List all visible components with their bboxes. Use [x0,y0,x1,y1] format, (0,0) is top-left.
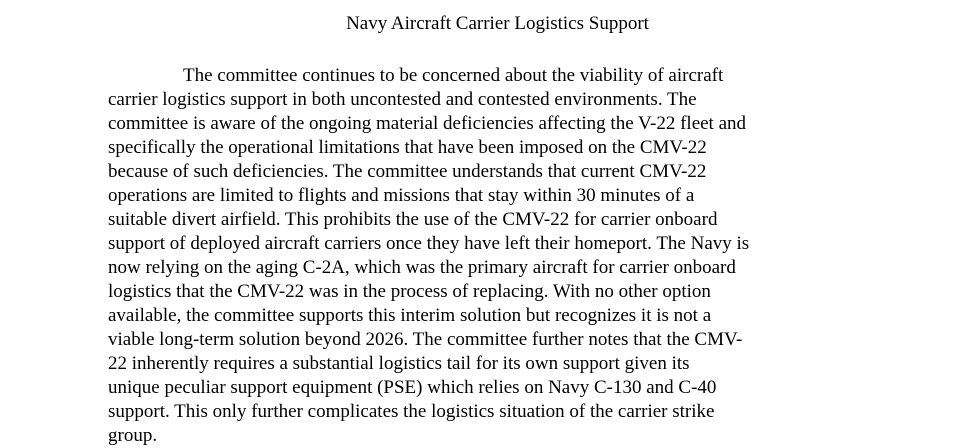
paragraph-line: support of deployed aircraft carriers once they have left their homeport. The Navy is [108,233,750,254]
paragraph-line: logistics that the CMV-22 was in the process of replacing. With no other option [108,281,711,302]
paragraph-line: viable long-term solution beyond 2026. The committee further notes that the CMV- [108,329,743,350]
document-title: Navy Aircraft Carrier Logistics Support [346,13,649,34]
paragraph-line: support. This only further complicates the logistics situation of the carrier strike [108,401,715,422]
paragraph-line: available, the committee supports this interim solution but recognizes it is not a [108,305,712,326]
paragraph-line: specifically the operational limitations that have been imposed on the CMV-22 [108,137,707,158]
paragraph-line: because of such deficiencies. The committee understands that current CMV-22 [108,161,707,182]
paragraph-line: The committee continues to be concerned about the viability of aircraft [183,65,724,86]
document-paragraph [108,64,967,448]
paragraph-line: unique peculiar support equipment (PSE) which relies on Navy C-130 and C-40 [108,377,717,398]
paragraph-line: suitable divert airfield. This prohibits the use of the CMV-22 for carrier onboard [108,209,718,230]
paragraph-line: carrier logistics support in both uncontested and contested environments. The [108,89,697,110]
paragraph-line: 22 inherently requires a substantial logistics tail for its own support given its [108,353,690,374]
paragraph-line: committee is aware of the ongoing material deficiencies affecting the V-22 fleet and [108,113,747,134]
paragraph-line: now relying on the aging C-2A, which was the primary aircraft for carrier onboard [108,257,736,278]
paragraph-line: group. [108,425,158,446]
paragraph-line: operations are limited to flights and missions that stay within 30 minutes of a [108,185,695,206]
